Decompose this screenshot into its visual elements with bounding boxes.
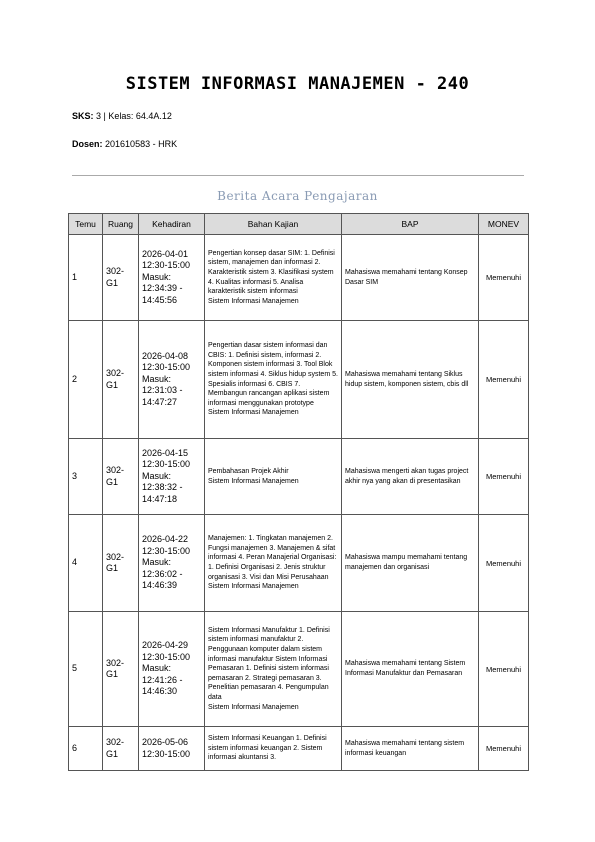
cell-bahan-kajian: Sistem Informasi Keuangan 1. Definisi sistem informasi keuangan 2. Sistem informasi akuntansi 3.: [205, 727, 342, 771]
cell-monev: Memenuhi: [479, 727, 529, 771]
cell-ruang: 302- G1: [103, 235, 139, 321]
cell-bap: Mahasiswa mengerti akan tugas project akhir nya yang akan di presentasikan: [342, 439, 479, 515]
cell-temu: 5: [69, 612, 103, 727]
cell-temu: 6: [69, 727, 103, 771]
sks-label: SKS:: [72, 111, 94, 121]
cell-ruang: 302- G1: [103, 321, 139, 439]
cell-bap: Mahasiswa memahami tentang Sistem Informasi Manufaktur dan Pemasaran: [342, 612, 479, 727]
cell-bap: Mahasiswa memahami tentang Konsep Dasar SIM: [342, 235, 479, 321]
cell-monev: Memenuhi: [479, 439, 529, 515]
table-row: [69, 439, 529, 515]
cell-kehadiran: 2026-04-08 12:30-15:00 Masuk: 12:31:03 - 14:47:27: [139, 321, 205, 439]
cell-kehadiran: 2026-04-22 12:30-15:00 Masuk: 12:36:02 - 14:46:39: [139, 515, 205, 612]
column-header-temu: Temu: [69, 214, 103, 235]
cell-monev: Memenuhi: [479, 235, 529, 321]
cell-temu: 1: [69, 235, 103, 321]
cell-bap: Mahasiswa memahami tentang Siklus hidup sistem, komponen sistem, cbis dll: [342, 321, 479, 439]
sks-value: 3 | Kelas: 64.4A.12: [96, 111, 172, 121]
cell-kehadiran: 2026-04-01 12:30-15:00 Masuk: 12:34:39 - 14:45:56: [139, 235, 205, 321]
dosen-line: [72, 139, 177, 149]
cell-bahan-kajian: Sistem Informasi Manufaktur 1. Definisi sistem informasi manufaktur 2. Penggunaan komputer dalam sistem informasi manufaktur Sistem Informasi Pemasaran 1. Definisi sistem informasi pemasaran 2. Strategi pemasaran 3. Penelitian pemasaran 4. Pengumpulan data Sistem Informasi Manajemen: [205, 612, 342, 727]
column-header-bap: BAP: [342, 214, 479, 235]
cell-bahan-kajian: Pengertian konsep dasar SIM: 1. Definisi sistem, manajemen dan informasi 2. Karakteristik sistem 3. Klasifikasi system 4. Kualitas informasi 5. Analisa karakteristik sistem informasi Sistem Informasi Manajemen: [205, 235, 342, 321]
section-title: Berita Acara Pengajaran: [217, 189, 378, 203]
dosen-label: Dosen:: [72, 139, 103, 149]
table-row: [69, 727, 529, 771]
column-header-kehadiran: Kehadiran: [139, 214, 205, 235]
cell-temu: 4: [69, 515, 103, 612]
table-row: [69, 515, 529, 612]
table-row: [69, 235, 529, 321]
cell-ruang: 302- G1: [103, 727, 139, 771]
cell-monev: Memenuhi: [479, 321, 529, 439]
cell-kehadiran: 2026-04-15 12:30-15:00 Masuk: 12:38:32 - 14:47:18: [139, 439, 205, 515]
cell-ruang: 302- G1: [103, 515, 139, 612]
bap-table: [68, 213, 529, 771]
cell-temu: 3: [69, 439, 103, 515]
cell-kehadiran: 2026-05-06 12:30-15:00: [139, 727, 205, 771]
table-row: [69, 321, 529, 439]
table-header: [69, 214, 529, 235]
cell-ruang: 302- G1: [103, 439, 139, 515]
column-header-ruang: Ruang: [103, 214, 139, 235]
table-body: [69, 235, 529, 771]
cell-bahan-kajian: Pembahasan Projek Akhir Sistem Informasi Manajemen: [205, 439, 342, 515]
page-title: SISTEM INFORMASI MANAJEMEN - 240: [125, 74, 470, 94]
cell-bap: Mahasiswa mampu memahami tentang manajemen dan organisasi: [342, 515, 479, 612]
cell-bahan-kajian: Pengertian dasar sistem informasi dan CBIS: 1. Definisi sistem, informasi 2. Komponen sistem informasi 3. Tool Blok sistem informasi 4. Siklus hidup system 5. Spesialis informasi 6. CBIS 7. Membangun rancangan aplikasi sistem informasi menggunakan prototype Sistem Informasi Manajemen: [205, 321, 342, 439]
cell-monev: Memenuhi: [479, 612, 529, 727]
dosen-value: 201610583 - HRK: [105, 139, 178, 149]
column-header-bahan-kajian: Bahan Kajian: [205, 214, 342, 235]
cell-bahan-kajian: Manajemen: 1. Tingkatan manajemen 2. Fungsi manajemen 3. Manajemen & sifat informasi 4. Peran Manajerial Organisasi: 1. Definisi Organisasi 2. Jenis struktur organisasi 3. Visi dan Misi Perusahaan Sistem Informasi Manajemen: [205, 515, 342, 612]
sks-kelas-line: [72, 111, 172, 121]
cell-ruang: 302- G1: [103, 612, 139, 727]
cell-monev: Memenuhi: [479, 515, 529, 612]
section-divider: [72, 175, 524, 176]
cell-kehadiran: 2026-04-29 12:30-15:00 Masuk: 12:41:26 - 14:46:30: [139, 612, 205, 727]
cell-bap: Mahasiswa memahami tentang sistem informasi keuangan: [342, 727, 479, 771]
cell-temu: 2: [69, 321, 103, 439]
table-row: [69, 612, 529, 727]
column-header-monev: MONEV: [479, 214, 529, 235]
